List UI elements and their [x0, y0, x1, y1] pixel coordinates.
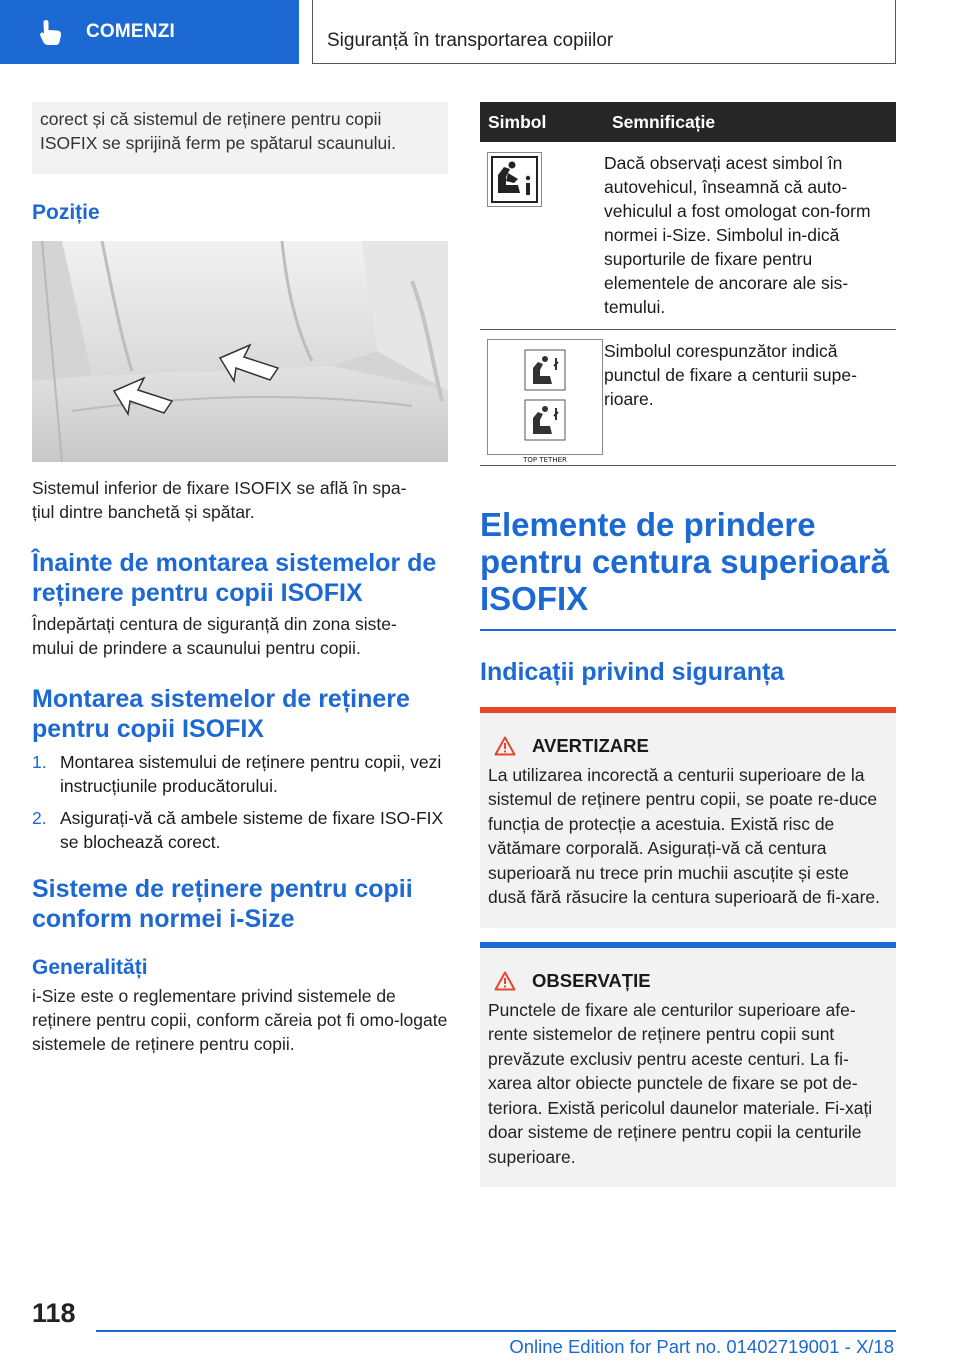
- warning-box: [480, 707, 896, 928]
- mount-heading: Montarea sistemelor de reținere pentru copii ISOFIX: [32, 685, 410, 743]
- pozitie-heading: Poziție: [32, 201, 100, 224]
- table-header-row: [480, 102, 896, 142]
- step-number: 2.: [32, 808, 47, 828]
- step-number: 1.: [32, 752, 47, 772]
- warning-triangle-icon: [494, 736, 516, 756]
- warning-title: AVERTIZARE: [532, 734, 649, 756]
- general-text: i-Size este o reglementare privind sistemele de reținere pentru copii, conform căreia pot fi omo-logate sistemele de reținere pentru copii.: [32, 986, 448, 1054]
- step-text: Asigurați-vă că ambele sisteme de fixare ISO-FIX se blochează corect.: [60, 808, 444, 852]
- warning-text: La utilizarea incorectă a centurii superioare de la sistemul de reținere pentru copii, se poate re-duce funcția de protecție a acestuia. Există risc de vătămare corporală. Asigurați-vă că centura superioară nu trece prin muchii ascuțite și este dusă fără răsucire la centura superioară de fi-xare.: [488, 764, 881, 907]
- step-text: Montarea sistemului de reținere pentru copii, vezi instrucțiunile producătorului.: [60, 752, 442, 796]
- note-text: Punctele de fixare ale centurilor superioare afe-rente sistemelor de reținere pentru copii sunt prevăzute exclusiv pentru aceste centuri. La fi-xarea altor obiecte punctele de fixare se pot de-teriora. Există pericolul daunelor materiale. Fi-xați doar sisteme de reținere pentru copii la centurile superioare.: [488, 999, 873, 1167]
- chapter-title-box: [312, 0, 896, 64]
- symbol-table: [480, 102, 896, 466]
- list-item: [32, 750, 448, 798]
- left-column: [32, 102, 448, 1056]
- page-number: 118: [32, 1298, 76, 1328]
- col-symbol: Simbol: [480, 102, 604, 142]
- page-header: [0, 0, 960, 66]
- isize-seat-icon: [487, 152, 542, 207]
- isofix-seat-image: [32, 241, 448, 462]
- top-tether-icon: [487, 339, 603, 464]
- chapter-title: Siguranță în transportarea copiilor: [327, 30, 614, 51]
- note-box: [480, 942, 896, 1188]
- right-column: [480, 102, 896, 1187]
- row-meaning-text: Dacă observați acest simbol în autovehicul, înseamnă că auto-vehiculul a fost omologat con-form normei i-Size. Simbolul in-dică suporturile de fixare pentru elementele de ancorare ale sis-temului.: [604, 142, 896, 330]
- isize-heading: Sisteme de reținere pentru copii conform normei i-Size: [32, 875, 413, 933]
- note-triangle-icon: [494, 971, 516, 991]
- mount-steps: [32, 750, 448, 854]
- row-meaning-text: Simbolul corespunzător indică punctul de fixare a centurii supe-rioare.: [604, 330, 896, 466]
- before-mount-heading: Înainte de montarea sistemelor de reținere pentru copii ISOFIX: [32, 549, 437, 607]
- seat-illustration: [32, 241, 448, 462]
- section-tab-label: COMENZI: [86, 21, 176, 42]
- heading-divider: [480, 629, 896, 631]
- before-mount-text: Îndepărtați centura de siguranță din zona siste- mului de prindere a scaunului pentru copii.: [32, 614, 397, 658]
- general-heading: Generalități: [32, 956, 148, 979]
- top-tether-label: TOP TETHER: [523, 456, 567, 464]
- intro-box: corect și că sistemul de reținere pentru copii ISOFIX se sprijină ferm pe spătarul scaunului.: [32, 102, 448, 174]
- col-meaning: Semnificație: [604, 102, 896, 142]
- section-tab[interactable]: [0, 0, 299, 64]
- pointing-hand-icon: [38, 18, 64, 46]
- list-item: [32, 806, 448, 854]
- main-heading: Elemente de prindere pentru centura superioară ISOFIX: [480, 506, 889, 617]
- footer-divider: [96, 1330, 896, 1332]
- table-row: [480, 142, 896, 330]
- safety-heading: Indicații privind siguranța: [480, 657, 785, 686]
- image-caption: Sistemul inferior de fixare ISOFIX se află în spa- țiul dintre banchetă și spătar.: [32, 478, 407, 522]
- table-row: [480, 330, 896, 466]
- edition-link[interactable]: Online Edition for Part no. 01402719001 - X/18: [509, 1336, 894, 1357]
- note-title: OBSERVAȚIE: [532, 969, 651, 991]
